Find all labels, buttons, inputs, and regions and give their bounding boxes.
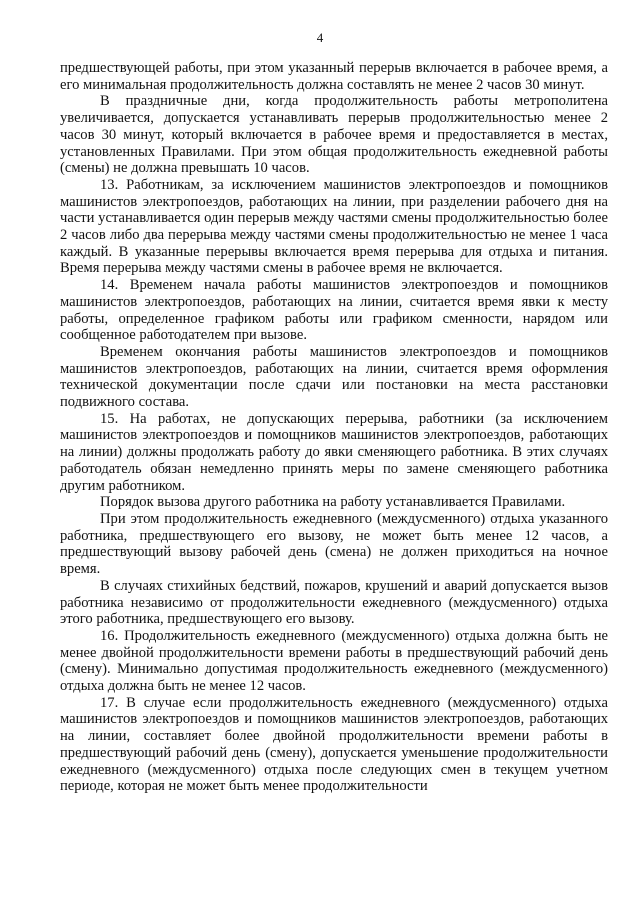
paragraph: 16. Продолжительность ежедневного (междусменного) отдыха должна быть не менее двойной продолжительности времени работы в предшествующий рабочий день (смену). Минимально допустимая продолжительность ежедневного (междусменного) отдыха должна быть не менее 12 часов. bbox=[60, 627, 608, 695]
paragraph: Временем окончания работы машинистов электропоездов и помощников машинистов электропоездов, работающих на линии, считается время оформления технической документации после сдачи или постановки на места расстановки подвижного состава. bbox=[60, 343, 608, 411]
paragraph: 17. В случае если продолжительность ежедневного (междусменного) отдыха машинистов электропоездов и помощников машинистов электропоездов, работающих на линии, составляет более двойной продолжительности времени работы в предшествующий рабочий день (смену), допускается уменьшение продолжительности ежедневного (междусменного) отдыха после следующих смен в текущем учетном периоде, которая не может быть менее продолжительности bbox=[60, 694, 608, 795]
paragraph: предшествующей работы, при этом указанный перерыв включается в рабочее время, а его минимальная продолжительность должна составлять не менее 2 часов 30 минут. bbox=[60, 60, 608, 93]
document-body bbox=[60, 60, 608, 795]
paragraph: В праздничные дни, когда продолжительность работы метрополитена увеличивается, допускается устанавливать перерыв продолжительностью менее 2 часов 30 минут, который включается в рабочее время и предоставляется в местах, установленных Правилами. При этом общая продолжительность ежедневной работы (смены) не должна превышать 10 часов. bbox=[60, 93, 608, 177]
paragraph: При этом продолжительность ежедневного (междусменного) отдыха указанного работника, предшествующего его вызову, не может быть менее 12 часов, а предшествующий вызову рабочей день (смена) не должен приходиться на ночное время. bbox=[60, 510, 608, 578]
paragraph: В случаях стихийных бедствий, пожаров, крушений и аварий допускается вызов работника независимо от продолжительности ежедневного (междусменного) отдыха этого работника, предшествующего его вызову. bbox=[60, 577, 608, 628]
paragraph: 13. Работникам, за исключением машинистов электропоездов и помощников машинистов электропоездов, работающих на линии, при разделении рабочего дня на части устанавливается один перерыв между частями смены продолжительностью более 2 часов либо два перерыва между частями смены продолжительностью не менее 1 часа каждый. В указанные перерывы включается время перерыва для отдыха и питания. Время перерыва между частями смены в рабочее время не включается. bbox=[60, 176, 608, 277]
paragraph: 14. Временем начала работы машинистов электропоездов и помощников машинистов электропоездов, работающих на линии, считается время явки к месту работы, определенное графиком работы или графиком сменности, нарядом или сообщенное работодателем при вызове. bbox=[60, 277, 608, 344]
paragraph: Порядок вызова другого работника на работу устанавливается Правилами. bbox=[100, 494, 566, 511]
paragraph: 15. На работах, не допускающих перерыва, работники (за исключением машинистов электропоездов и помощников машинистов электропоездов, работающих на линии) должны продолжать работу до явки сменяющего работника. В этих случаях работодатель обязан немедленно принять меры по замене сменяющего работника другим работником. bbox=[60, 410, 608, 494]
page-number: 4 bbox=[316, 30, 324, 45]
